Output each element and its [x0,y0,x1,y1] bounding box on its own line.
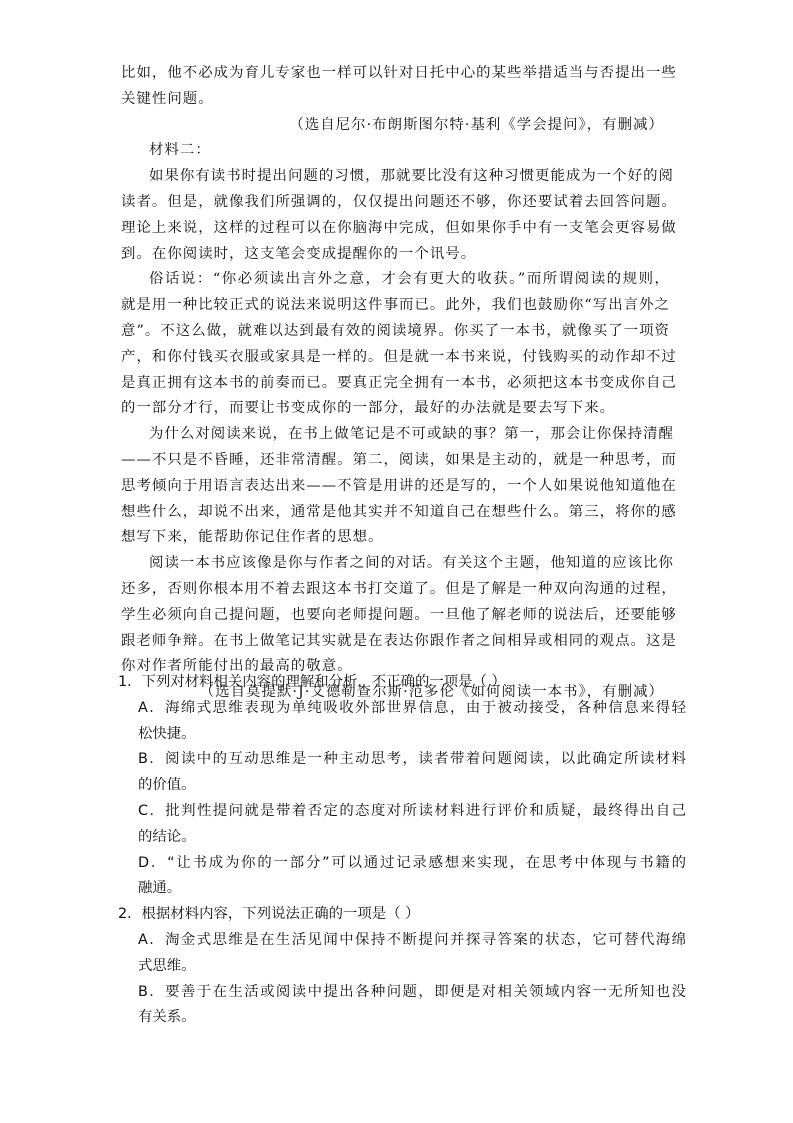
source-citation: （选自莫提默·J·艾德勒查尔斯·范多伦《如何阅读一本书》，有删减） [199,684,664,701]
option-b[interactable] [118,980,686,1032]
passage-line: 关键性问题。 [121,90,214,107]
passage-line: 学生必须向自己提问题，也要向老师提问题。一旦他了解老师的说法后，还要能够 [121,606,677,623]
option-text: B．阅读中的互动思维是一种主动思考，读者带着问题阅读，以此确定所读材料 [138,751,686,768]
option-a[interactable] [118,928,686,980]
passage-line: 比如，他不必成为育儿专家也一样可以针对日托中心的某些举措适当与否提出一些 [121,65,677,81]
question-stem: 1．下列对材料相关内容的理解和分析，不正确的一项是（ ） [118,674,506,690]
paragraph [121,267,677,422]
passage-line: ——不只是不昏睡，还非常清醒。第二，阅读，如果是主动的，就是一种思考，而 [121,451,677,468]
paragraph [121,164,677,267]
option-text: A．海绵式思维表现为单纯吸收外部世界信息，由于被动接受，各种信息来得轻 [138,699,686,716]
passage-line: 还多，否则你根本用不着去跟这本书打交道了。但是了解是一种双向沟通的过程， [121,580,677,597]
option-text: 融通。 [138,880,182,897]
option-text: 松快捷。 [138,725,196,742]
passage-line: 理论上来说，这样的过程可以在你脑海中完成，但如果你手中有一支笔会更容易做 [121,219,677,236]
question-2 [118,902,686,1031]
passage-line: 你对作者所能付出的最高的敬意。 [121,658,353,675]
question-section [118,670,686,1031]
question-1 [118,670,686,902]
passage-line: 为什么对阅读来说，在书上做笔记是不可或缺的事？第一，那会让你保持清醒 [149,426,674,443]
option-text: 的价值。 [138,777,196,794]
passage-line: 产，和你付钱买衣服或家具是一样的。但是就一本书来说，付钱购买的动作却不过 [121,348,677,365]
option-text: B．要善于在生活或阅读中提出各种问题，即便是对相关领域内容一无所知也没 [138,983,686,1000]
passage-line: 意”。不这么做，就难以达到最有效的阅读境界。你买了一本书，就像买了一项资 [121,322,670,339]
passage-line: 的一部分才行，而要让书变成你的一部分，最好的办法就是要去写下来。 [121,400,616,417]
option-text: 的结论。 [138,828,196,845]
passage-line: 读者。但是，就像我们所强调的，仅仅提出问题还不够，你还要试着去回答问题。 [121,193,677,210]
option-text: 式思维。 [138,957,196,974]
option-text: 有关系。 [138,1009,196,1026]
option-text: C．批判性提问就是带着否定的态度对所读材料进行评价和质疑，最终得出自己 [138,802,686,819]
passage-line: 想些什么，却说不出来，通常是他其实并不知道自己在想些什么。第三，将你的感 [121,503,677,520]
option-d[interactable] [118,851,686,903]
option-text: D．“让书成为你的一部分”可以通过记录感想来实现，在思考中体现与书籍的 [138,854,686,871]
passage-line: 俗话说：“你必须读出言外之意，才会有更大的收获。”而所谓阅读的规则， [149,271,670,288]
passage-line: 想写下来，能帮助你记住作者的思想。 [121,529,384,546]
passage-line: 思考倾向于用语言表达出来——不管是用讲的还是写的，一个人如果说他知道他在 [121,477,677,494]
passage-line: 到。在你阅读时，这支笔会变成提醒你的一个讯号。 [121,245,477,262]
option-text: A．淘金式思维是在生活见闻中保持不断提问并探寻答案的状态，它可替代海绵 [138,931,686,948]
passage-line: 阅读一本书应该像是你与作者之间的对话。有关这个主题，他知道的应该比你 [149,555,674,572]
option-b[interactable] [118,747,686,799]
source-citation: （选自尼尔·布朗斯图尔特·基利《学会提问》，有删减） [289,116,664,133]
question-stem: 2．根据材料内容，下列说法正确的一项是（ ） [118,906,420,923]
passage-line: 就是用一种比较正式的说法来说明这件事而已。此外，我们也鼓励你“写出言外之 [121,297,670,314]
passage-line: 跟老师争辩。在书上做笔记其实就是在表达你跟作者之间相异或相同的观点。这是 [121,632,677,649]
option-c[interactable] [118,799,686,851]
material-heading: 材料二： [149,142,211,159]
passage-line: 是真正拥有这本书的前奏而已。要真正完全拥有一本书，必须把这本书变成你自己 [121,374,677,391]
reading-passage [121,61,677,706]
paragraph [121,551,677,680]
paragraph [121,422,677,551]
passage-line: 如果你有读书时提出问题的习惯，那就要比没有这种习惯更能成为一个好的阅 [149,168,674,185]
option-a[interactable] [118,696,686,748]
